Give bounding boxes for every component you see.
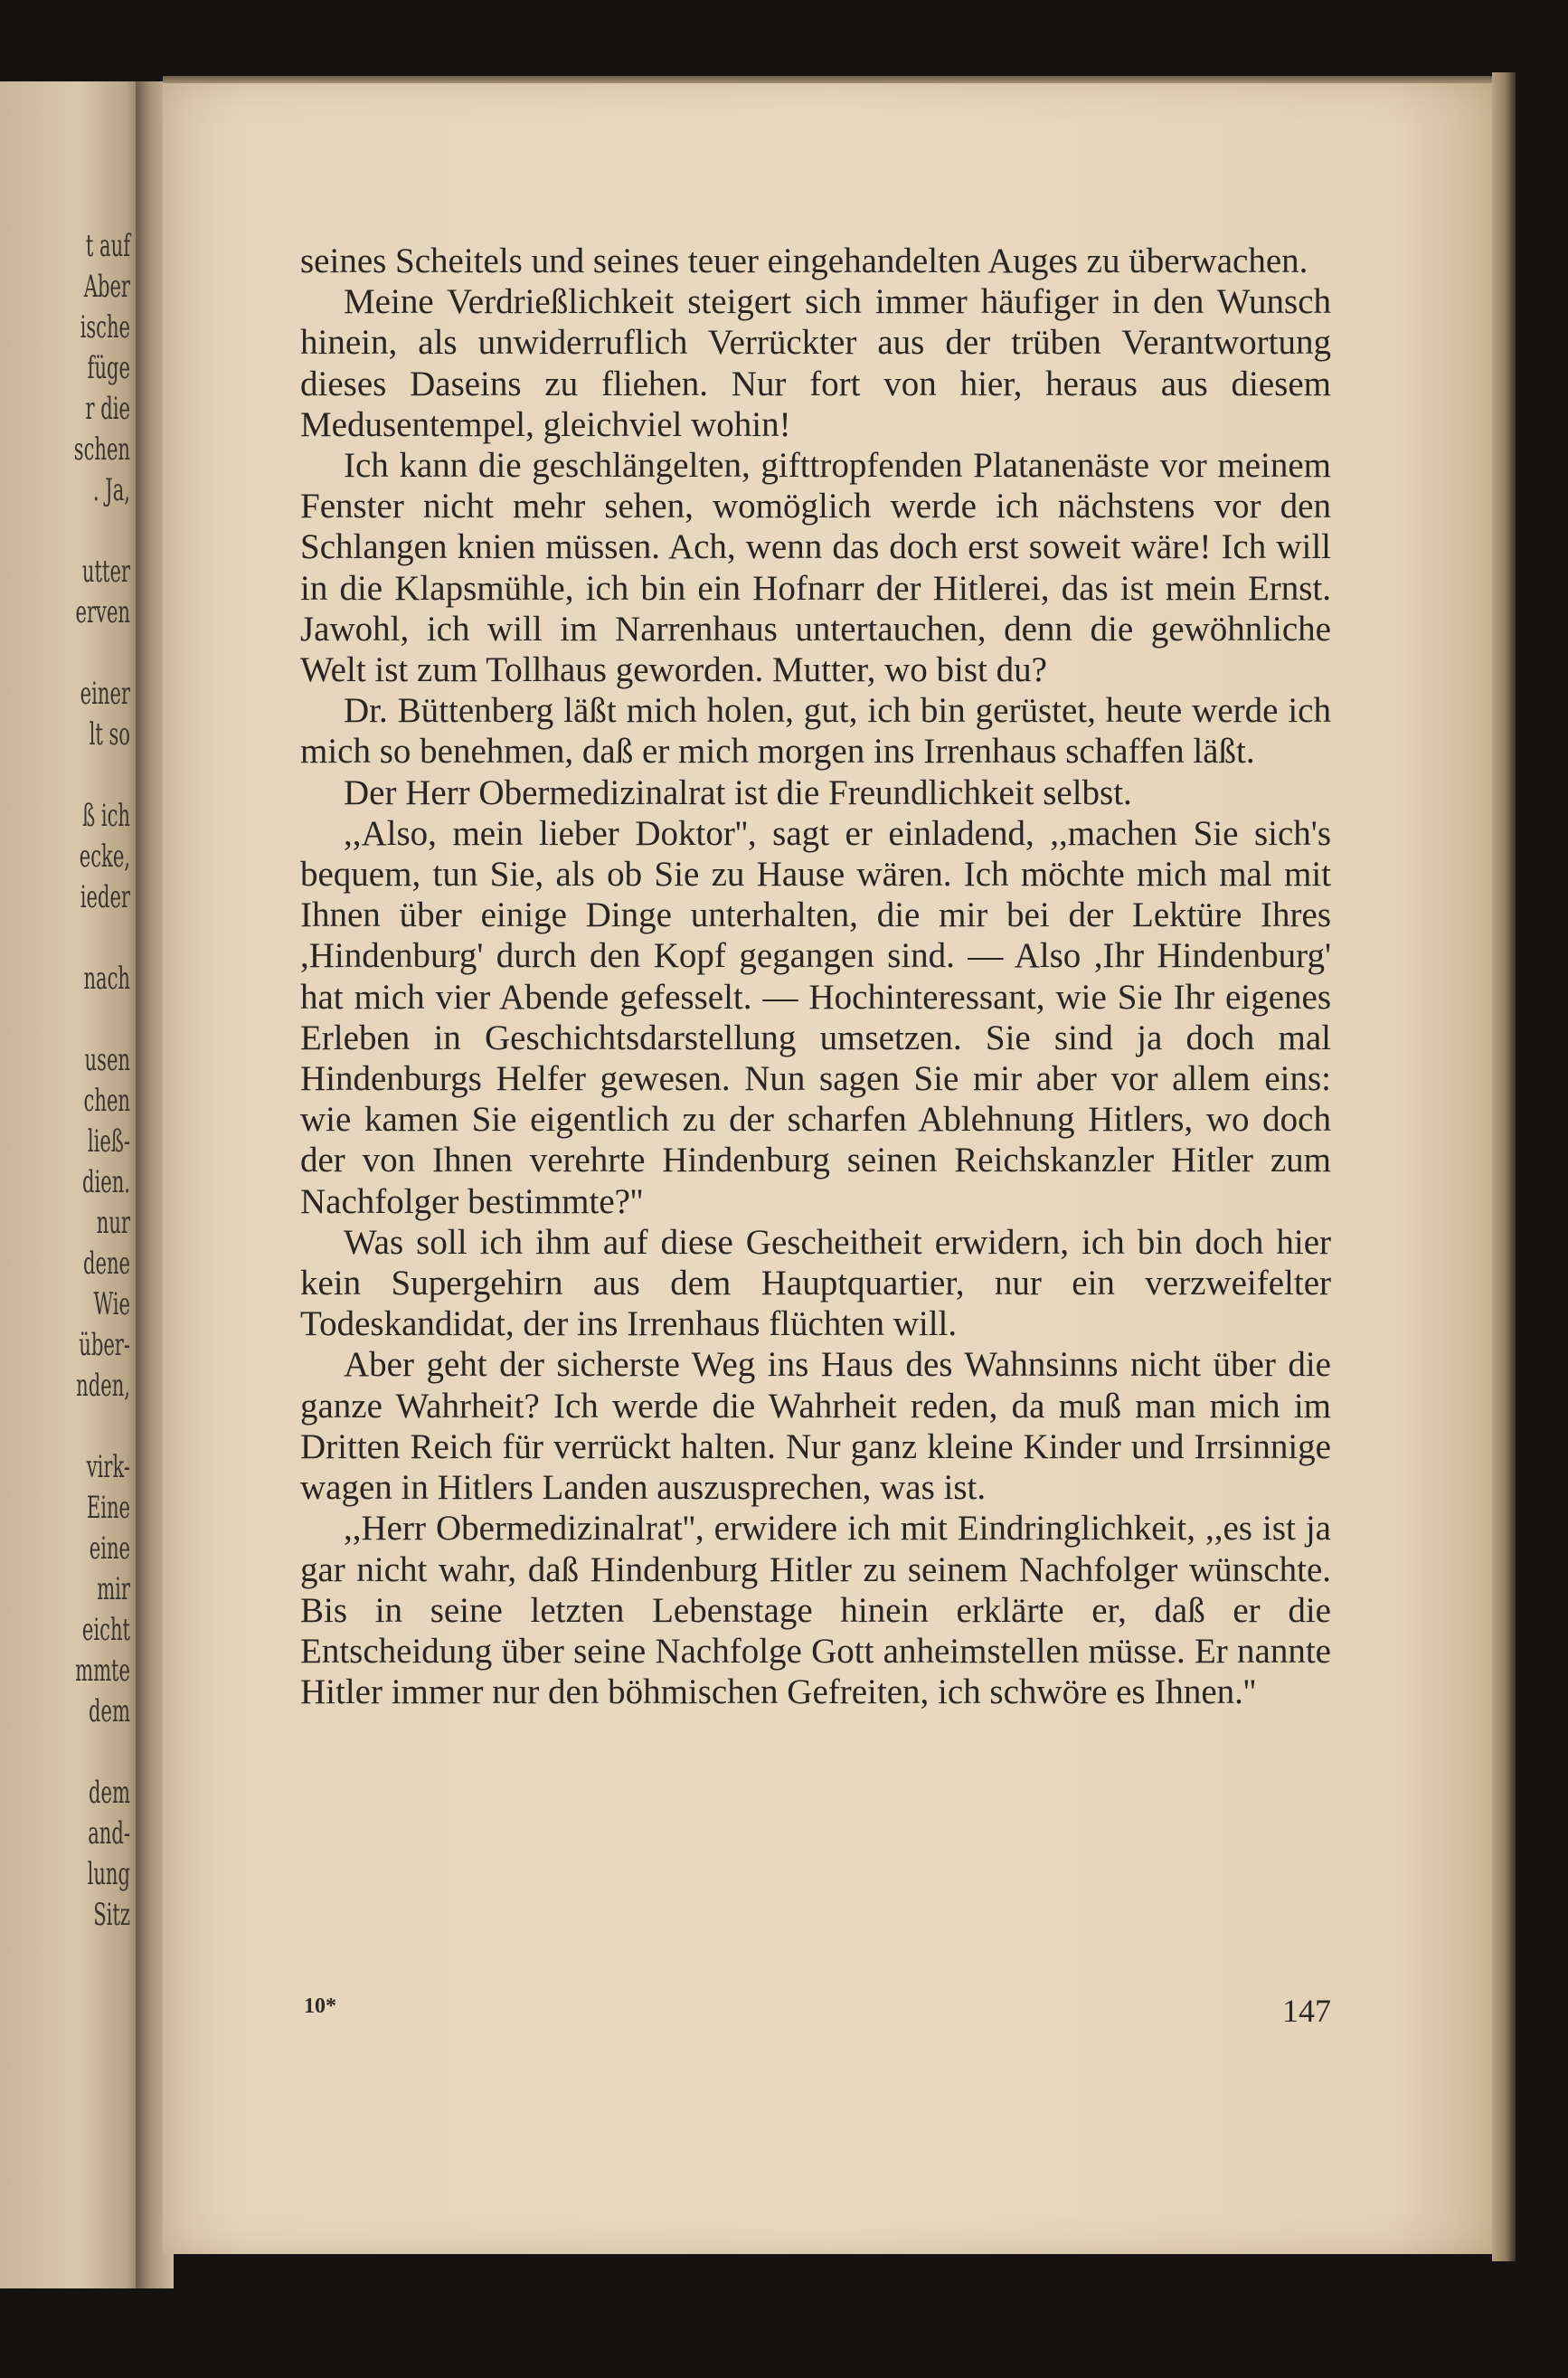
body-text: [300, 241, 1331, 1712]
left-page-fragment: dien.: [82, 1164, 130, 1200]
paragraph: Dr. Büttenberg läßt mich holen, gut, ich bin gerüstet, heute werde ich mich so benehmen, daß er mich morgen ins Irrenhaus schaffen läßt.: [300, 691, 1331, 772]
left-page-fragment: [46, 1407, 130, 1447]
paragraph: Meine Verdrießlichkeit steigert sich immer häufiger in den Wunsch hinein, als unwiderruflich Verrückter aus der trüben Verantwortung dieses Daseins zu fliehen. Nur fort von hier, heraus aus diesem Medusentempel, gleichviel wohin!: [300, 282, 1331, 444]
page-number: 147: [1282, 1993, 1331, 2029]
left-page-fragment: [46, 511, 130, 552]
left-page-fragment: dem: [89, 1775, 130, 1811]
left-page-fragment: [46, 918, 130, 959]
paragraph: seines Scheitels und seines teuer eingehandelten Auges zu überwachen.: [300, 242, 1308, 280]
left-page-fragment: erven: [75, 594, 130, 630]
left-page-fragment: t auf: [85, 228, 130, 264]
left-page-fragment: nur: [96, 1205, 130, 1241]
left-page-fragment: [46, 633, 130, 674]
left-page-fragment: lung: [87, 1856, 130, 1892]
left-facing-page: [0, 81, 143, 2288]
left-page-fragment: [46, 755, 130, 796]
signature-mark: 10*: [304, 1994, 336, 2018]
left-page-fragment: [46, 1732, 130, 1773]
paragraph: Was soll ich ihm auf diese Gescheitheit erwidern, ich bin doch hier kein Supergehirn aus dem Hauptquartier, nur ein verzweifelter Todeskandidat, der ins Irrenhaus flüchten will.: [300, 1222, 1331, 1344]
left-page-fragment: eine: [89, 1530, 130, 1567]
left-page-fragment: Aber: [83, 269, 130, 305]
left-page-fragment: schen: [73, 431, 130, 468]
paragraph: ,,Also, mein lieber Doktor'', sagt er einladend, ,,machen Sie sich's bequem, tun Sie, als ob Sie zu Hause wären. Ich möchte mich mal mit Ihnen über einige Dinge unterhalten, die mir bei der Lektüre Ihres ,Hindenburg' durch den Kopf gegangen sind. — Also ,Ihr Hindenburg' hat mich vier Abende gefesselt. — Hochinteressant, wie Sie Ihr eigenes Erleben in Geschichtsdarstellung umsetzen. Sie sind ja doch mal Hindenburgs Helfer gewesen. Nun sagen Sie mir aber vor allem eins: wie kamen Sie eigentlich zu der scharfen Ablehnung Hitlers, wo doch der von Ihnen verehrte Hindenburg seinen Reichskanzler Hitler zum Nachfolger bestimmte?'': [300, 813, 1331, 1221]
left-page-fragment: ließ-: [87, 1123, 130, 1160]
left-page-fragment: r die: [85, 391, 130, 427]
page-fore-edge: [1492, 72, 1516, 2261]
left-page-fragment: dene: [82, 1246, 130, 1282]
left-page-fragment: lt so: [89, 716, 130, 753]
left-page-fragment: einer: [80, 676, 130, 712]
paragraph: ,,Herr Obermedizinalrat'', erwidere ich mit Eindringlichkeit, ,,es ist ja gar nicht wahr, daß Hindenburg Hitler zu seinem Nachfolger wünschte. Bis in seine letzten Lebenstage hinein erklärte er, daß er die Entscheidung über seine Nachfolge Gott anheimstellen müsse. Er nannte Hitler immer nur den böhmischen Gefreiten, ich schwöre es Ihnen.'': [300, 1509, 1331, 1712]
left-page-fragment: chen: [83, 1083, 130, 1119]
left-page-fragment: Eine: [86, 1490, 130, 1526]
left-page-fragment: mmte: [75, 1653, 130, 1689]
left-page-fragment: ecke,: [79, 838, 130, 875]
left-page-fragment: ische: [80, 309, 130, 346]
left-page-fragment: über-: [79, 1327, 130, 1363]
left-page-fragment: füge: [87, 350, 130, 386]
paragraph: Der Herr Obermedizinalrat ist die Freundlichkeit selbst.: [344, 772, 1132, 812]
left-page-text-fragments: [46, 226, 130, 1936]
left-page-fragment: nden,: [76, 1368, 130, 1404]
left-page-fragment: and-: [88, 1815, 130, 1852]
left-page-fragment: usen: [84, 1042, 130, 1078]
left-page-fragment: nach: [83, 961, 130, 997]
left-page-fragment: dem: [89, 1693, 130, 1729]
left-page-fragment: ieder: [80, 879, 130, 915]
paragraph: Ich kann die geschlängelten, gifttropfenden Platanenäste vor meinem Fenster nicht mehr sehen, womöglich werde ich nächstens vor den Schlangen knien müssen. Ach, wenn das doch erst soweit wäre! Ich will in die Klapsmühle, ich bin ein Hofnarr der Hitlerei, das ist mein Ernst. Jawohl, ich will im Narrenhaus untertauchen, denn die gewöhnliche Welt ist zum Tollhaus geworden. Mutter, wo bist du?: [300, 446, 1331, 690]
left-page-fragment: eicht: [81, 1612, 130, 1648]
left-page-fragment: Wie: [93, 1286, 130, 1322]
paragraph: Aber geht der sicherste Weg ins Haus des Wahnsinns nicht über die ganze Wahrheit? Ich werde die Wahrheit reden, da muß man mich im Dritten Reich für verrückt halten. Nur ganz kleine Kinder und Irrsinnige wagen in Hitlers Landen auszusprechen, was ist.: [300, 1345, 1331, 1508]
left-page-fragment: Sitz: [93, 1897, 130, 1933]
left-page-fragment: mir: [97, 1571, 130, 1607]
left-page-fragment: virk-: [86, 1449, 130, 1485]
left-page-fragment: ß ich: [82, 798, 130, 834]
left-page-fragment: . Ja,: [92, 472, 130, 508]
left-page-fragment: utter: [81, 554, 130, 590]
left-page-fragment: [46, 1000, 130, 1040]
